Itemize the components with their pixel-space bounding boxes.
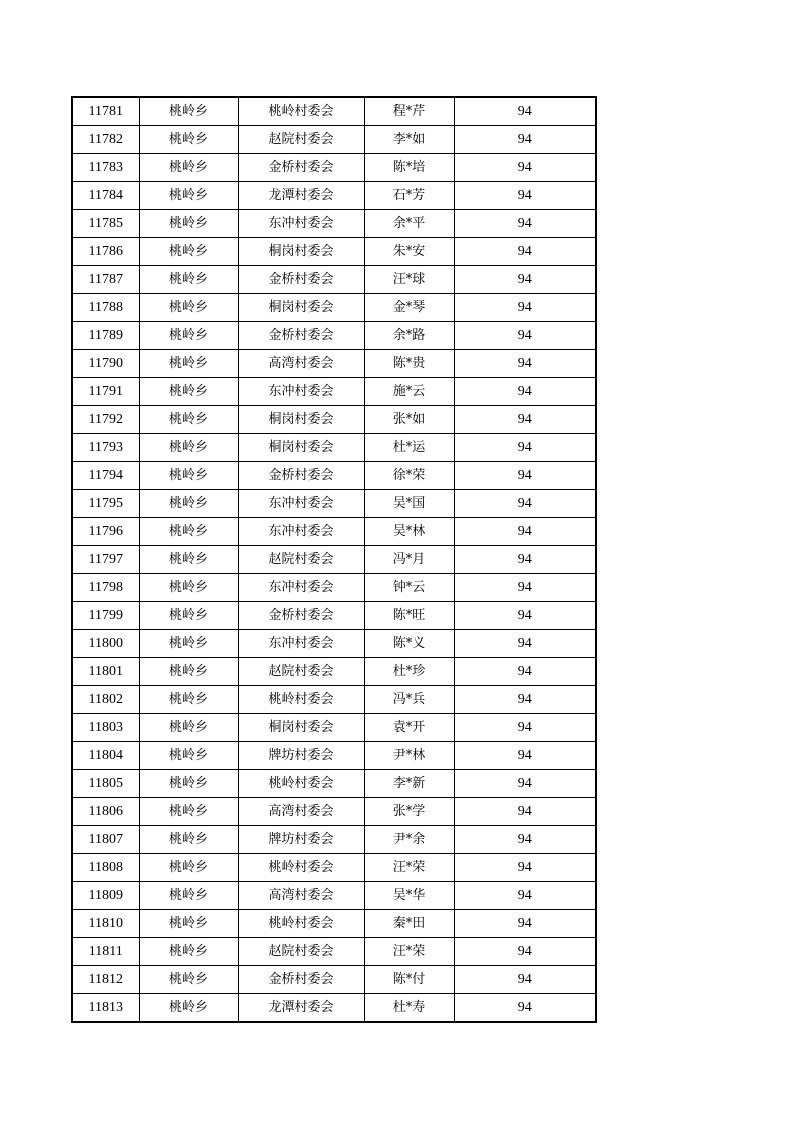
cell-name: 石*芳 [364,182,454,210]
table-row [72,406,596,434]
table-row [72,602,596,630]
cell-score: 94 [454,378,596,406]
cell-name: 陈*义 [364,630,454,658]
cell-village: 桃岭村委会 [238,910,364,938]
cell-township: 桃岭乡 [139,602,238,630]
table-row [72,630,596,658]
cell-name: 余*路 [364,322,454,350]
cell-score: 94 [454,798,596,826]
table-row [72,882,596,910]
cell-village: 高湾村委会 [238,882,364,910]
table-row [72,266,596,294]
cell-name: 程*芹 [364,97,454,126]
cell-id: 11793 [72,434,139,462]
cell-township: 桃岭乡 [139,854,238,882]
cell-township: 桃岭乡 [139,406,238,434]
cell-name: 徐*荣 [364,462,454,490]
table-row [72,322,596,350]
cell-name: 冯*月 [364,546,454,574]
cell-id: 11790 [72,350,139,378]
cell-score: 94 [454,686,596,714]
cell-village: 牌坊村委会 [238,826,364,854]
cell-township: 桃岭乡 [139,826,238,854]
cell-name: 余*平 [364,210,454,238]
cell-score: 94 [454,406,596,434]
table-row [72,154,596,182]
cell-score: 94 [454,574,596,602]
cell-name: 金*琴 [364,294,454,322]
cell-village: 龙潭村委会 [238,182,364,210]
table-row [72,686,596,714]
cell-township: 桃岭乡 [139,294,238,322]
cell-name: 杜*珍 [364,658,454,686]
cell-village: 桃岭村委会 [238,686,364,714]
cell-id: 11799 [72,602,139,630]
cell-id: 11796 [72,518,139,546]
cell-id: 11781 [72,97,139,126]
cell-village: 金桥村委会 [238,322,364,350]
cell-township: 桃岭乡 [139,742,238,770]
cell-village: 桐岗村委会 [238,434,364,462]
cell-id: 11794 [72,462,139,490]
cell-village: 桃岭村委会 [238,97,364,126]
cell-name: 吴*林 [364,518,454,546]
cell-township: 桃岭乡 [139,126,238,154]
table-row [72,294,596,322]
cell-score: 94 [454,182,596,210]
cell-score: 94 [454,518,596,546]
table-row [72,126,596,154]
cell-village: 牌坊村委会 [238,742,364,770]
cell-village: 金桥村委会 [238,266,364,294]
cell-id: 11812 [72,966,139,994]
cell-township: 桃岭乡 [139,350,238,378]
cell-village: 金桥村委会 [238,154,364,182]
cell-name: 吴*华 [364,882,454,910]
cell-name: 张*学 [364,798,454,826]
cell-name: 杜*运 [364,434,454,462]
table-row [72,182,596,210]
cell-township: 桃岭乡 [139,266,238,294]
cell-village: 桐岗村委会 [238,714,364,742]
cell-village: 桃岭村委会 [238,770,364,798]
cell-township: 桃岭乡 [139,518,238,546]
cell-township: 桃岭乡 [139,378,238,406]
cell-id: 11805 [72,770,139,798]
cell-score: 94 [454,742,596,770]
cell-village: 金桥村委会 [238,602,364,630]
cell-id: 11807 [72,826,139,854]
cell-score: 94 [454,294,596,322]
cell-township: 桃岭乡 [139,798,238,826]
cell-score: 94 [454,994,596,1023]
cell-id: 11783 [72,154,139,182]
cell-township: 桃岭乡 [139,238,238,266]
cell-id: 11782 [72,126,139,154]
cell-score: 94 [454,126,596,154]
table-row [72,770,596,798]
cell-score: 94 [454,658,596,686]
cell-score: 94 [454,546,596,574]
table-row [72,97,596,126]
table-row [72,966,596,994]
cell-score: 94 [454,910,596,938]
cell-score: 94 [454,630,596,658]
cell-id: 11809 [72,882,139,910]
cell-township: 桃岭乡 [139,434,238,462]
cell-score: 94 [454,322,596,350]
cell-id: 11797 [72,546,139,574]
cell-village: 金桥村委会 [238,462,364,490]
cell-name: 钟*云 [364,574,454,602]
cell-id: 11802 [72,686,139,714]
cell-name: 陈*付 [364,966,454,994]
table-row [72,826,596,854]
cell-id: 11810 [72,910,139,938]
cell-village: 东冲村委会 [238,574,364,602]
cell-id: 11806 [72,798,139,826]
cell-score: 94 [454,826,596,854]
cell-village: 赵院村委会 [238,546,364,574]
table-row [72,518,596,546]
cell-score: 94 [454,938,596,966]
roster-table [71,96,597,1023]
table-row [72,798,596,826]
cell-id: 11788 [72,294,139,322]
cell-name: 汪*球 [364,266,454,294]
cell-name: 陈*贵 [364,350,454,378]
cell-score: 94 [454,770,596,798]
cell-name: 张*如 [364,406,454,434]
table-row [72,742,596,770]
cell-id: 11786 [72,238,139,266]
table-row [72,658,596,686]
cell-id: 11803 [72,714,139,742]
table-row [72,910,596,938]
cell-name: 尹*林 [364,742,454,770]
table-row [72,350,596,378]
cell-id: 11808 [72,854,139,882]
cell-village: 高湾村委会 [238,798,364,826]
cell-score: 94 [454,154,596,182]
cell-village: 桃岭村委会 [238,854,364,882]
cell-village: 赵院村委会 [238,126,364,154]
cell-score: 94 [454,854,596,882]
cell-name: 尹*余 [364,826,454,854]
cell-village: 东冲村委会 [238,630,364,658]
cell-township: 桃岭乡 [139,210,238,238]
cell-township: 桃岭乡 [139,658,238,686]
cell-township: 桃岭乡 [139,630,238,658]
cell-id: 11798 [72,574,139,602]
cell-score: 94 [454,266,596,294]
cell-id: 11784 [72,182,139,210]
cell-name: 秦*田 [364,910,454,938]
cell-name: 朱*安 [364,238,454,266]
cell-township: 桃岭乡 [139,154,238,182]
cell-township: 桃岭乡 [139,686,238,714]
cell-id: 11811 [72,938,139,966]
table-row [72,574,596,602]
cell-score: 94 [454,350,596,378]
cell-township: 桃岭乡 [139,714,238,742]
cell-village: 桐岗村委会 [238,238,364,266]
cell-village: 桐岗村委会 [238,294,364,322]
cell-township: 桃岭乡 [139,770,238,798]
cell-village: 赵院村委会 [238,938,364,966]
cell-village: 金桥村委会 [238,966,364,994]
table-row [72,462,596,490]
cell-village: 东冲村委会 [238,378,364,406]
cell-id: 11800 [72,630,139,658]
cell-id: 11787 [72,266,139,294]
cell-id: 11795 [72,490,139,518]
cell-township: 桃岭乡 [139,994,238,1023]
cell-village: 赵院村委会 [238,658,364,686]
table-row [72,714,596,742]
table-row [72,994,596,1023]
cell-id: 11804 [72,742,139,770]
cell-township: 桃岭乡 [139,490,238,518]
roster-body [72,97,596,1022]
table-row [72,546,596,574]
cell-score: 94 [454,882,596,910]
cell-township: 桃岭乡 [139,574,238,602]
table-row [72,434,596,462]
cell-village: 高湾村委会 [238,350,364,378]
cell-township: 桃岭乡 [139,910,238,938]
cell-id: 11789 [72,322,139,350]
cell-name: 陈*培 [364,154,454,182]
cell-name: 李*如 [364,126,454,154]
cell-name: 李*新 [364,770,454,798]
cell-score: 94 [454,238,596,266]
cell-score: 94 [454,462,596,490]
cell-id: 11792 [72,406,139,434]
table-row [72,490,596,518]
cell-score: 94 [454,97,596,126]
cell-village: 东冲村委会 [238,210,364,238]
cell-id: 11791 [72,378,139,406]
cell-id: 11813 [72,994,139,1023]
cell-score: 94 [454,966,596,994]
cell-township: 桃岭乡 [139,182,238,210]
cell-village: 东冲村委会 [238,490,364,518]
cell-township: 桃岭乡 [139,546,238,574]
table-row [72,210,596,238]
cell-score: 94 [454,714,596,742]
cell-name: 袁*开 [364,714,454,742]
cell-score: 94 [454,490,596,518]
cell-name: 吴*国 [364,490,454,518]
table-row [72,238,596,266]
table-row [72,378,596,406]
cell-score: 94 [454,434,596,462]
table-row [72,854,596,882]
cell-score: 94 [454,210,596,238]
cell-name: 汪*荣 [364,938,454,966]
table-row [72,938,596,966]
cell-name: 施*云 [364,378,454,406]
cell-name: 汪*荣 [364,854,454,882]
cell-village: 桐岗村委会 [238,406,364,434]
cell-village: 东冲村委会 [238,518,364,546]
cell-id: 11801 [72,658,139,686]
cell-township: 桃岭乡 [139,966,238,994]
cell-id: 11785 [72,210,139,238]
cell-name: 杜*寿 [364,994,454,1023]
cell-name: 冯*兵 [364,686,454,714]
cell-name: 陈*旺 [364,602,454,630]
cell-township: 桃岭乡 [139,882,238,910]
cell-township: 桃岭乡 [139,97,238,126]
cell-village: 龙潭村委会 [238,994,364,1023]
cell-township: 桃岭乡 [139,462,238,490]
cell-township: 桃岭乡 [139,938,238,966]
cell-township: 桃岭乡 [139,322,238,350]
cell-score: 94 [454,602,596,630]
